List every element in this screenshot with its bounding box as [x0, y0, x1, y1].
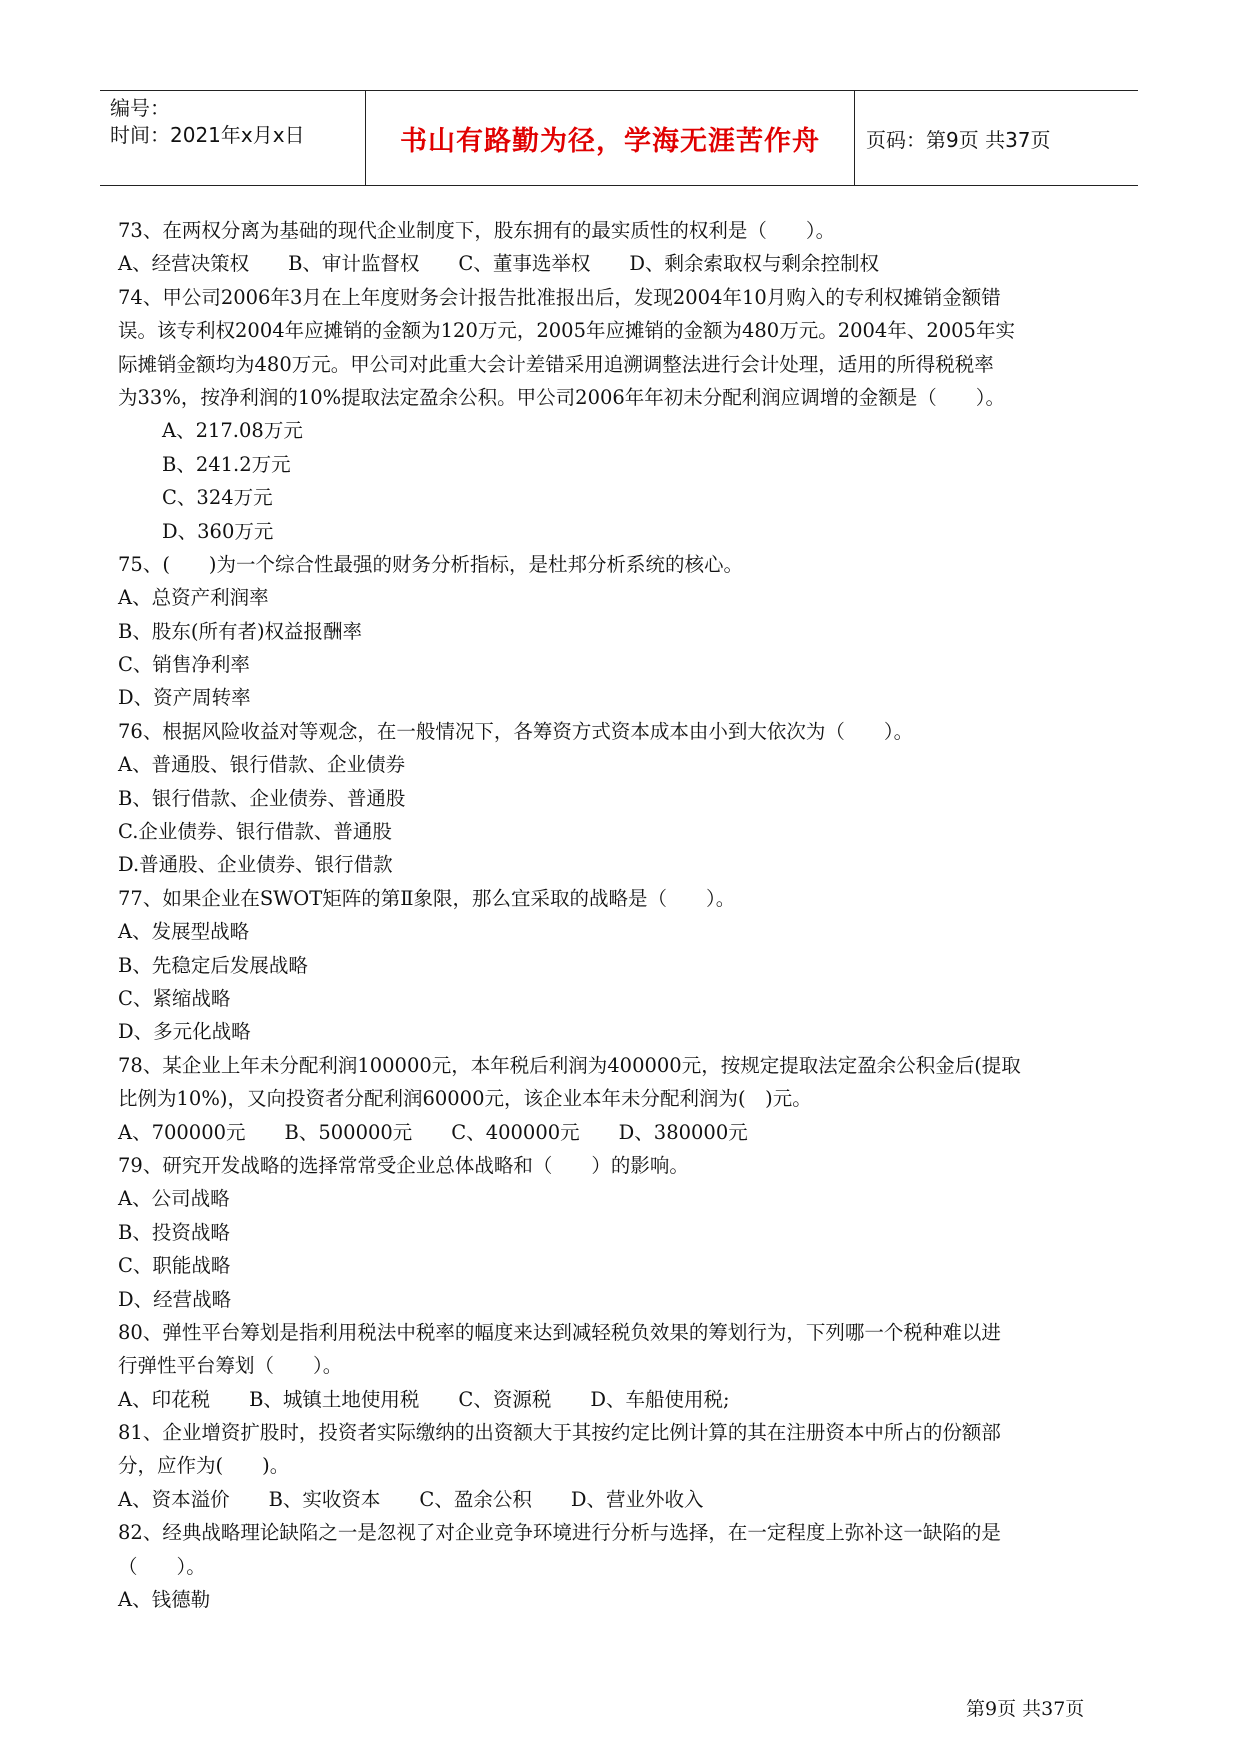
text-line: B、股东(所有者)权益报酬率 [118, 619, 363, 643]
text-line: A、普通股、银行借款、企业债券 [118, 753, 406, 777]
text-line: 75、( )为一个综合性最强的财务分析指标，是杜邦分析系统的核心。 [118, 552, 744, 576]
text-line: C、324万元 [162, 486, 273, 510]
text-line: C、职能战略 [118, 1254, 231, 1278]
time-label: 时间：2021年x月x日 [110, 123, 305, 147]
text-line: B、银行借款、企业债券、普通股 [118, 786, 406, 810]
text-line: A、217.08万元 [162, 419, 303, 443]
text-line: D.普通股、企业债券、银行借款 [118, 853, 393, 877]
text-line: B、投资战略 [118, 1220, 230, 1244]
text-line: D、经营战略 [118, 1287, 232, 1311]
text-line: A、总资产利润率 [118, 586, 269, 610]
text-line: A、经营决策权 B、审计监督权 C、董事选举权 D、剩余索取权与剩余控制权 [118, 252, 879, 276]
header-meta [110, 91, 362, 189]
text-line: B、先稳定后发展战略 [118, 953, 308, 977]
text-line: D、资产周转率 [118, 686, 251, 710]
text-line: 分，应作为( )。 [118, 1454, 290, 1478]
text-line: 80、弹性平台筹划是指利用税法中税率的幅度来达到减轻税负效果的筹划行为，下列哪一个税种难以进 [118, 1320, 1001, 1344]
page-header [100, 90, 1138, 186]
text-line: A、700000元 B、500000元 C、400000元 D、380000元 [118, 1120, 748, 1144]
document-body [118, 214, 1123, 1616]
motto: 书山有路勤为径，学海无涯苦作舟 [365, 91, 855, 185]
text-line: 76、根据风险收益对等观念，在一般情况下，各筹资方式资本成本由小到大依次为（ ）。 [118, 719, 914, 743]
text-line: A、印花税 B、城镇土地使用税 C、资源税 D、车船使用税; [118, 1387, 730, 1411]
text-line: 81、企业增资扩股时，投资者实际缴纳的出资额大于其按约定比例计算的其在注册资本中所占的份额部 [118, 1421, 1001, 1445]
text-line: C、紧缩战略 [118, 986, 231, 1010]
text-line: C.企业债券、银行借款、普通股 [118, 820, 392, 844]
text-line: D、多元化战略 [118, 1020, 251, 1044]
text-line: D、360万元 [162, 519, 274, 543]
number-label: 编号： [110, 96, 170, 120]
text-line: A、发展型战略 [118, 920, 250, 944]
text-line: 78、某企业上年未分配利润100000元，本年税后利润为400000元，按规定提取法定盈余公积金后(提取 [118, 1053, 1021, 1077]
text-line: A、公司战略 [118, 1187, 230, 1211]
text-line: 误。该专利权2004年应摊销的金额为120万元，2005年应摊销的金额为480万元。2004年、2005年实 [118, 319, 1015, 343]
text-line: A、钱德勒 [118, 1588, 211, 1612]
text-line: 比例为10%)，又向投资者分配利润60000元，该企业本年未分配利润为( )元。 [118, 1087, 812, 1111]
text-line: 77、如果企业在SWOT矩阵的第Ⅱ象限，那么宜采取的战略是（ ）。 [118, 886, 736, 910]
text-line: （ ）。 [118, 1554, 206, 1578]
text-line: C、销售净利率 [118, 653, 250, 677]
text-line: 82、经典战略理论缺陷之一是忽视了对企业竞争环境进行分析与选择，在一定程度上弥补这一缺陷的是 [118, 1521, 1001, 1545]
text-line: 际摊销金额均为480万元。甲公司对此重大会计差错采用追溯调整法进行会计处理，适用的所得税税率 [118, 352, 994, 376]
text-line: 79、研究开发战略的选择常常受企业总体战略和（ ）的影响。 [118, 1153, 689, 1177]
text-line: 行弹性平台筹划（ ）。 [118, 1354, 343, 1378]
page-info: 页码：第9页 共37页 [866, 127, 1051, 152]
text-line: A、资本溢价 B、实收资本 C、盈余公积 D、营业外收入 [118, 1487, 704, 1511]
text-line: B、241.2万元 [162, 452, 291, 476]
text-line: 74、甲公司2006年3月在上年度财务会计报告批准报出后，发现2004年10月购入的专利权摊销金额错 [118, 285, 1001, 309]
text-line: 为33%，按净利润的10%提取法定盈余公积。甲公司2006年年初未分配利润应调增的金额是（ ）。 [118, 385, 1006, 409]
text-line: 73、在两权分离为基础的现代企业制度下，股东拥有的最实质性的权利是（ ）。 [118, 219, 836, 242]
page-footer: 第9页 共37页 [966, 1698, 1085, 1720]
